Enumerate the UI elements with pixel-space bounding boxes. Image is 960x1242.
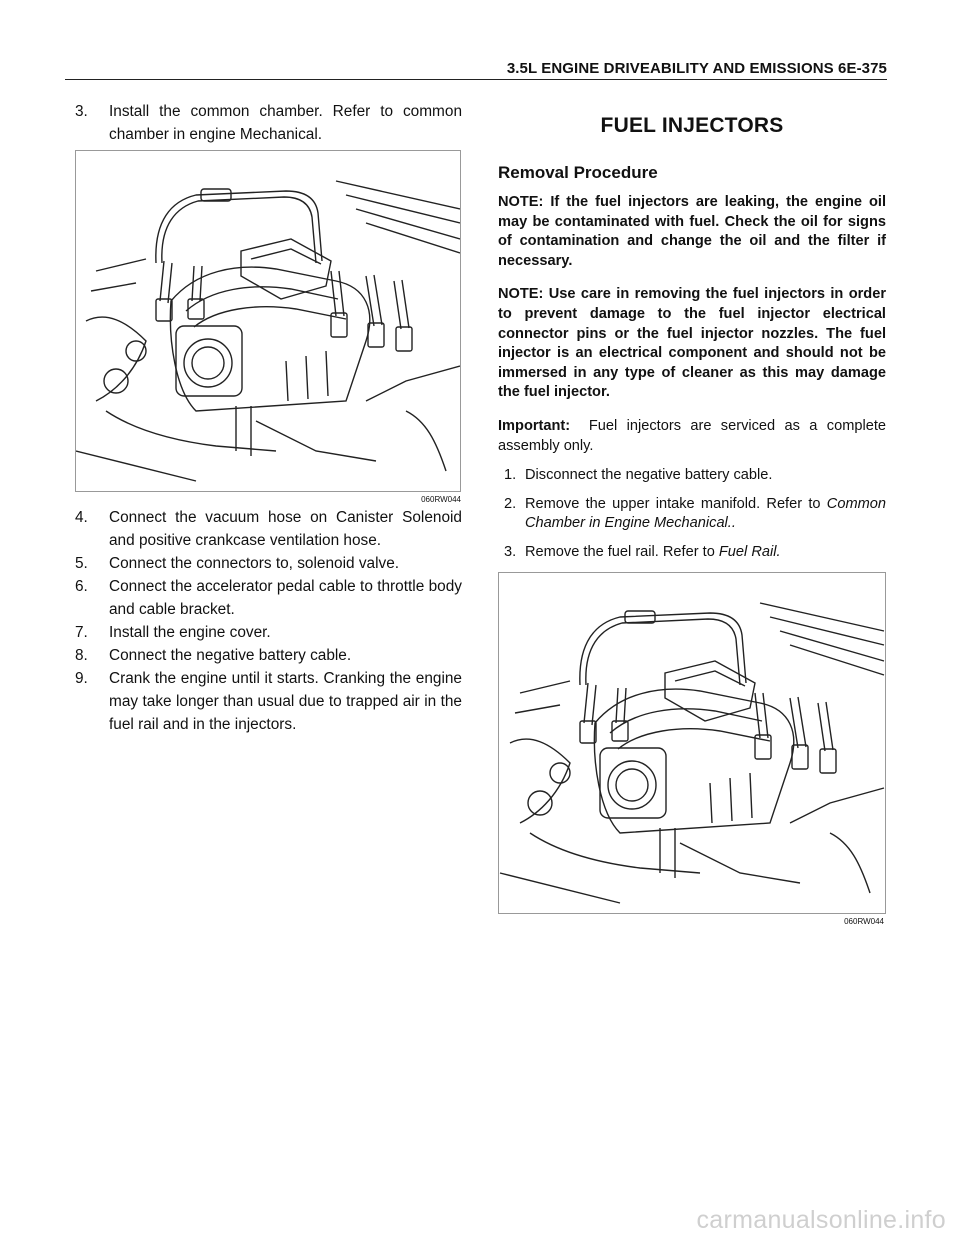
step-text: Install the engine cover. xyxy=(109,624,271,641)
step-number: 4. xyxy=(75,509,88,526)
right-column xyxy=(498,100,886,926)
page-header: 3.5L ENGINE DRIVEABILITY AND EMISSIONS 6E-375 xyxy=(506,60,887,77)
step-text: Remove the upper intake manifold. Refer to xyxy=(525,496,821,513)
step-text: Disconnect the negative battery cable. xyxy=(525,467,773,484)
step-text: Connect the accelerator pedal cable to throttle body and cable bracket. xyxy=(109,578,462,618)
step-number: 6. xyxy=(75,578,88,595)
step-text: Connect the negative battery cable. xyxy=(109,647,352,664)
important-label: Important: xyxy=(498,417,571,434)
important-paragraph xyxy=(498,417,886,456)
step-number: 2. xyxy=(504,496,517,513)
step-number: 9. xyxy=(75,670,88,687)
step-text: Crank the engine until it starts. Cranking the engine may take longer than usual due to trapped air in the fuel rail and in the injectors. xyxy=(109,670,462,733)
engine-illustration xyxy=(499,573,885,913)
header-rule xyxy=(65,79,887,80)
install-steps-list xyxy=(75,506,462,736)
install-step-5 xyxy=(75,552,462,575)
step-reference: Common Chamber in Engine Mechanical.. xyxy=(525,496,886,532)
removal-step-2 xyxy=(498,495,886,533)
install-step-6 xyxy=(75,575,462,621)
note-oil-contamination: NOTE: If the fuel injectors are leaking, the engine oil may be contaminated with fuel. Check the oil for signs of contamination and change the oil and the filter if necessary. xyxy=(498,194,886,269)
step-text: Connect the vacuum hose on Canister Solenoid and positive crankcase ventilation hose. xyxy=(109,509,462,549)
note-injector-care: NOTE: Use care in removing the fuel injectors in order to prevent damage to the fuel injector electrical connector pins or the fuel injector nozzles. The fuel injector is an electrical component and should not be immersed in any type of cleaner as this may damage the fuel injector. xyxy=(498,286,886,401)
removal-step-1 xyxy=(498,466,886,485)
step-reference: Fuel Rail. xyxy=(718,544,781,561)
step-number: 1. xyxy=(504,467,517,484)
install-step-7 xyxy=(75,621,462,644)
step-text: Install the common chamber. Refer to common chamber in engine Mechanical. xyxy=(109,103,462,143)
step-number: 3. xyxy=(75,103,88,120)
important-text: Fuel injectors are serviced as a complete assembly only. xyxy=(498,417,886,454)
figure-caption: 060RW044 xyxy=(844,917,884,927)
engine-figure-left xyxy=(75,150,461,492)
step-number: 7. xyxy=(75,624,88,641)
step-number: 5. xyxy=(75,555,88,572)
install-step-8 xyxy=(75,644,462,667)
step-text: Remove the fuel rail. Refer to xyxy=(525,544,715,561)
removal-step-3 xyxy=(498,543,886,562)
watermark: carmanualsonline.info xyxy=(696,1206,946,1234)
install-step-3 xyxy=(75,100,462,146)
left-column xyxy=(75,100,462,736)
subsection-title: Removal Procedure xyxy=(498,163,658,182)
install-step-9 xyxy=(75,667,462,736)
engine-illustration xyxy=(76,151,460,491)
step-text: Connect the connectors to, solenoid valve. xyxy=(109,555,400,572)
install-step-4 xyxy=(75,506,462,552)
figure-caption: 060RW044 xyxy=(421,495,461,504)
section-title: FUEL INJECTORS xyxy=(600,114,784,137)
step-number: 8. xyxy=(75,647,88,664)
engine-figure-right xyxy=(498,572,886,914)
step-number: 3. xyxy=(504,544,517,561)
